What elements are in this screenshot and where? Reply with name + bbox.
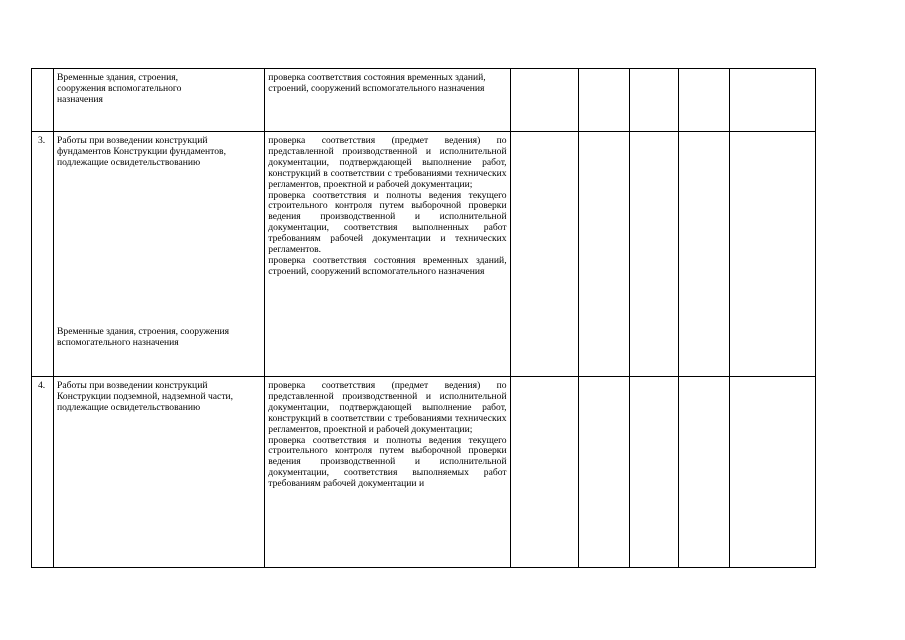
empty-cell [678,69,729,132]
check-text: проверка соответствия состояния временных зданий, строений, сооружений вспомогательного назначения [268,72,486,94]
empty-cell [629,69,678,132]
table-row [32,377,816,568]
row-number: 4. [32,377,54,568]
check-cell [265,377,510,568]
row-number [32,69,54,132]
empty-cell [578,377,629,568]
check-cell [265,132,510,377]
check-text: проверка соответствия и полноты ведения текущего строительного контроля путем выборочной проверки ведения производственной и исполнительной документации, соответствия выполняемых работ требованиям рабочей документации и [268,434,507,490]
table-row [32,132,816,377]
row-number: 3. [32,132,54,377]
work-cell [54,132,265,377]
empty-cell [678,132,729,377]
check-text-secondary: проверка соответствия состояния временных зданий, строений, сооружений вспомогательного назначения [268,254,507,277]
empty-cell [729,132,815,377]
work-text-secondary: Временные здания, строения, сооружения вспомогательного назначения [57,326,230,348]
empty-cell [578,69,629,132]
empty-cell [510,377,578,568]
empty-cell [629,377,678,568]
work-cell [54,69,265,132]
empty-cell [678,377,729,568]
work-cell [54,377,265,568]
check-text: проверка соответствия (предмет ведения) по представленной производственной и исполнительной документации, подтверждающей выполнение работ, конструкций в соответствии с требованиями технических регламентов, проектной и рабочей документации; [268,135,507,190]
empty-cell [578,132,629,377]
control-table [31,68,816,568]
check-cell [265,69,510,132]
table-row [32,69,816,132]
work-text: Временные здания, строения, сооружения вспомогательного назначения [57,72,182,105]
empty-cell [729,69,815,132]
empty-cell [510,69,578,132]
empty-cell [510,132,578,377]
check-text: проверка соответствия и полноты ведения текущего строительного контроля путем выборочной проверки ведения производственной и исполнительной документации, соответствия выполненных работ требованиям рабочей документации и технических регламентов. [268,189,507,256]
empty-cell [629,132,678,377]
check-text: проверка соответствия (предмет ведения) по представленной производственной и исполнительной документации, подтверждающей выполнение работ, конструкций в соответствии с требованиями технических регламентов, проектной и рабочей документации; [268,380,507,435]
empty-cell [729,377,815,568]
work-text: Работы при возведении конструкций Конструкции подземной, надземной части, подлежащие освидетельствованию [57,380,234,413]
work-text: Работы при возведении конструкций фундаментов Конструкции фундаментов, подлежащие освидетельствованию [57,135,226,168]
